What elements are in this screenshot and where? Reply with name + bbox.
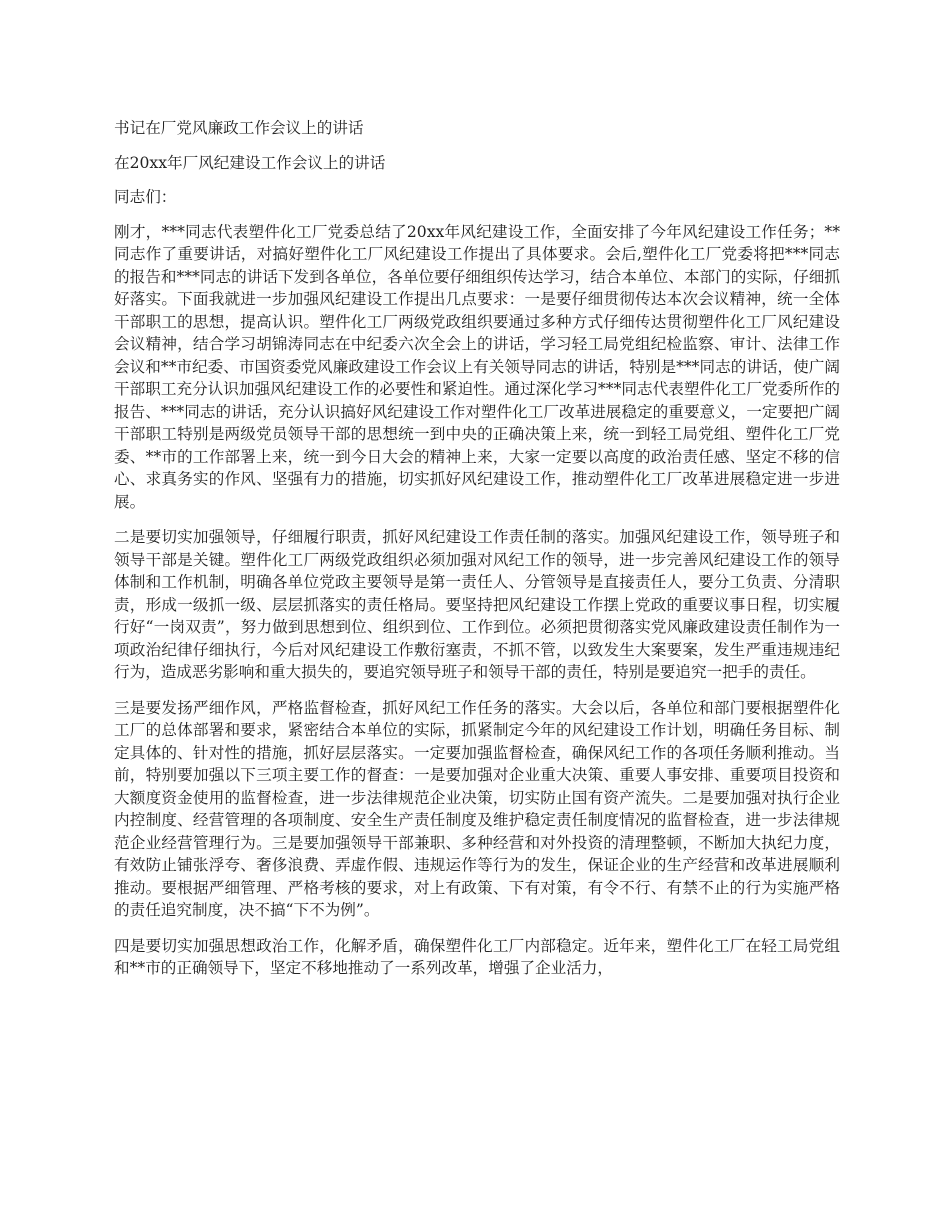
paragraph-1: 刚才，***同志代表塑件化工厂党委总结了20xx年风纪建设工作，全面安排了今年风纪建设工作任务；**同志作了重要讲话，对搞好塑件化工厂风纪建设工作提出了具体要求。会后,塑件化工厂党委将把***同志的报告和***同志的讲话下发到各单位，各单位要仔细组织传达学习，结合本单位、本部门的实际，仔细抓好落实。下面我就进一步加强风纪建设工作提出几点要求：一是要仔细贯彻传达本次会议精神，统一全体干部职工的思想，提高认识。塑件化工厂两级党政组织要通过多种方式仔细传达贯彻塑件化工厂风纪建设会议精神，结合学习胡锦涛同志在中纪委六次全会上的讲话，学习轻工局党组纪检监察、审计、法律工作会议和**市纪委、市国资委党风廉政建设工作会议上有关领导同志的讲话，特别是***同志的讲话，使广阔干部职工充分认识加强风纪建设工作的必要性和紧迫性。通过深化学习***同志代表塑件化工厂党委所作的报告、***同志的讲话，充分认识搞好风纪建设工作对塑件化工厂改革进展稳定的重要意义，一定要把广阔干部职工特别是两级党员领导干部的思想统一到中央的正确决策上来，统一到轻工局党组、塑件化工厂党委、**市的工作部署上来，统一到今日大会的精神上来，大家一定要以高度的政治责任感、坚定不移的信心、求真务实的作风、坚强有力的措施，切实抓好风纪建设工作，推动塑件化工厂改革进展稳定进一步进展。: [114, 222, 840, 511]
document-title: 书记在厂党风廉政工作会议上的讲话: [114, 119, 364, 137]
paragraph-4: 四是要切实加强思想政治工作，化解矛盾，确保塑件化工厂内部稳定。近年来，塑件化工厂在轻工局党组和**市的正确领导下，坚定不移地推动了一系列改革，增强了企业活力，: [114, 936, 840, 977]
paragraph-3: 三是要发扬严细作风，严格监督检查，抓好风纪工作任务的落实。大会以后，各单位和部门要根据塑件化工厂的总体部署和要求，紧密结合本单位的实际，抓紧制定今年的风纪建设工作计划，明确任务目标、制定具体的、针对性的措施，抓好层层落实。一定要加强监督检查，确保风纪工作的各项任务顺利推动。当前，特别要加强以下三项主要工作的督查：一是要加强对企业重大决策、重要人事安排、重要项目投资和大额度资金使用的监督检查，进一步法律规范企业决策，切实防止国有资产流失。二是要加强对执行企业内控制度、经营管理的各项制度、安全生产责任制度及维护稳定责任制度情况的监督检查，进一步法律规范企业经营管理行为。三是要加强领导干部兼职、多种经营和对外投资的清理整顿，不断加大执纪力度，有效防止铺张浮夸、奢侈浪费、弄虚作假、违规运作等行为的发生，保证企业的生产经营和改革进展顺利推动。要根据严细管理、严格考核的要求，对上有政策、下有对策，有令不行、有禁不止的行为实施严格的责任追究制度，决不搞“下不为例”。: [114, 698, 840, 919]
document-page: [114, 117, 840, 993]
salutation: 同志们：: [114, 188, 177, 206]
document-subtitle: 在20xx年厂风纪建设工作会议上的讲话: [114, 153, 386, 172]
paragraph-2: 二是要切实加强领导，仔细履行职责，抓好风纪建设工作责任制的落实。加强风纪建设工作，领导班子和领导干部是关键。塑件化工厂两级党政组织必须加强对风纪工作的领导，进一步完善风纪建设工作的领导体制和工作机制，明确各单位党政主要领导是第一责任人、分管领导是直接责任人，要分工负责、分清职责，形成一级抓一级、层层抓落实的责任格局。要坚持把风纪建设工作摆上党政的重要议事日程，切实履行好“一岗双责”，努力做到思想到位、组织到位、工作到位。必须把贯彻落实党风廉政建设责任制作为一项政治纪律仔细执行，今后对风纪建设工作敷衍塞责，不抓不管，以致发生大案要案，发生严重违规违纪行为，造成恶劣影响和重大损失的，要追究领导班子和领导干部的责任，特别是要追究一把手的责任。: [114, 528, 840, 681]
